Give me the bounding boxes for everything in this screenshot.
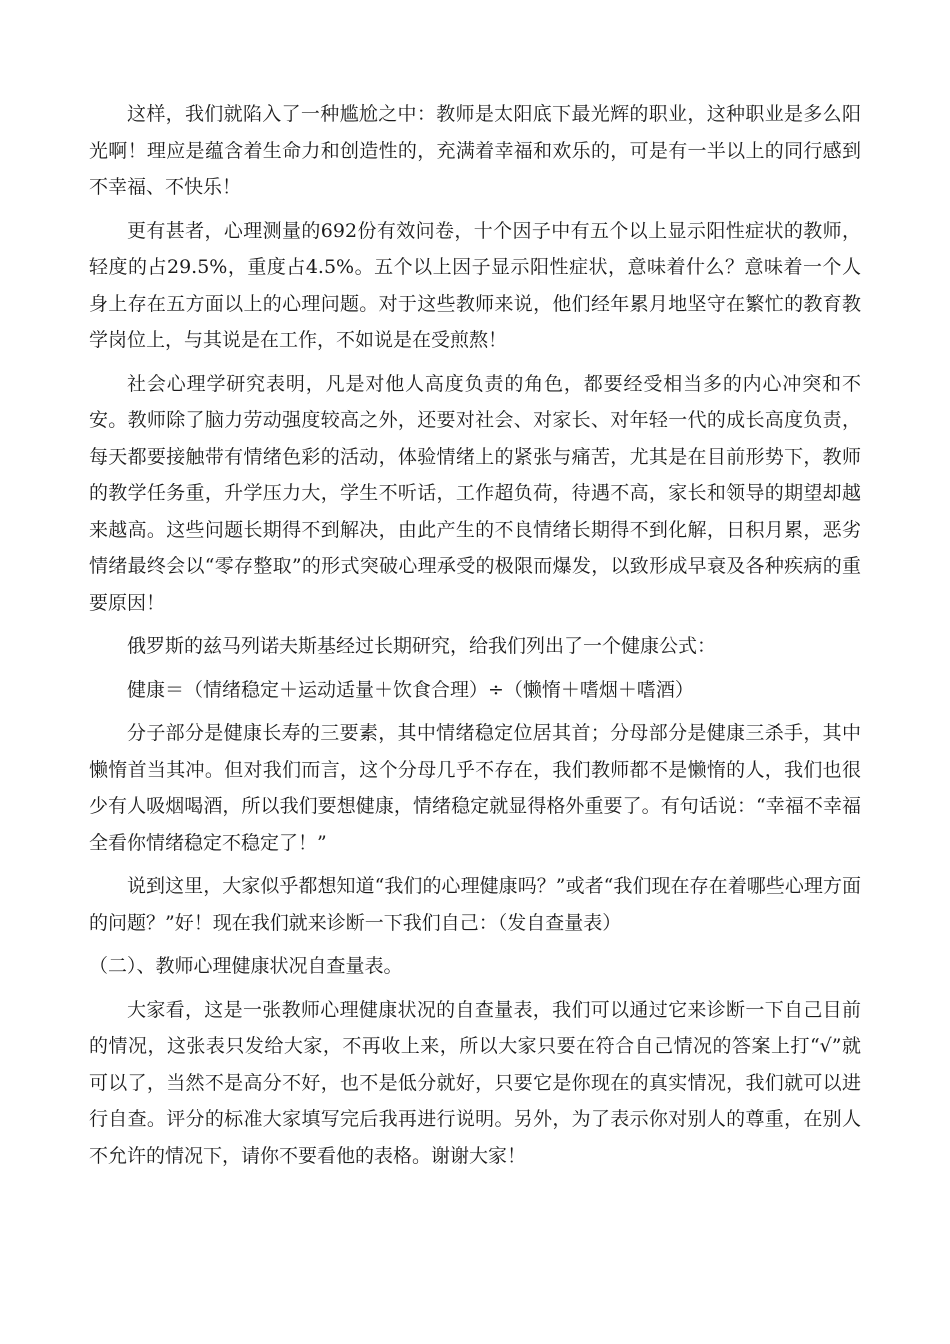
section-heading: （二）、教师心理健康状况自查量表。 (89, 955, 403, 977)
paragraph-dilemma: 这样，我们就陷入了一种尴尬之中：教师是太阳底下最光辉的职业，这种职业是多么阳光啊！理应是蕴含着生命力和创造性的，充满着幸福和欢乐的，可是有一半以上的同行感到不幸福、不快乐！ (89, 103, 861, 198)
paragraph-formula-explanation: 分子部分是健康长寿的三要素，其中情绪稳定位居其首；分母部分是健康三杀手，其中懒惰首当其冲。但对我们而言，这个分母几乎不存在，我们教师都不是懒惰的人，我们也很少有人吸烟喝酒，所以我们要想健康，情绪稳定就显得格外重要了。有句话说：“幸福不幸福全看你情绪稳定不稳定了！” (89, 722, 861, 854)
paragraph-survey-results: 更有甚者，心理测量的692份有效问卷，十个因子中有五个以上显示阳性症状的教师，轻度的占29.5%，重度占4.5%。五个以上因子显示阳性症状，意味着什么？意味着一个人身上存在五方面以上的心理问题。对于这些教师来说，他们经年累月地坚守在繁忙的教育教学岗位上，与其说是在工作，不如说是在受煎熬！ (89, 219, 861, 351)
paragraph-self-diagnosis: 说到这里，大家似乎都想知道“我们的心理健康吗？”或者“我们现在存在着哪些心理方面的问题？”好！现在我们就来诊断一下我们自己：（发自查量表） (89, 875, 861, 934)
paragraph-questionnaire-instructions: 大家看，这是一张教师心理健康状况的自查量表，我们可以通过它来诊断一下自己目前的情况，这张表只发给大家，不再收上来，所以大家只要在符合自己情况的答案上打“√”就可以了，当然不是高分不好，也不是低分就好，只要它是你现在的真实情况，我们就可以进行自查。评分的标准大家填写完后我再进行说明。另外，为了表示你对别人的尊重，在别人不允许的情况下，请你不要看他的表格。谢谢大家！ (89, 998, 861, 1167)
paragraph-social-psychology: 社会心理学研究表明，凡是对他人高度负责的角色，都要经受相当多的内心冲突和不安。教师除了脑力劳动强度较高之外，还要对社会、对家长、对年轻一代的成长高度负责，每天都要接触带有情绪色彩的活动，体验情绪上的紧张与痛苦，尤其是在目前形势下，教师的教学任务重，升学压力大，学生不听话，工作超负荷，待遇不高，家长和领导的期望却越来越高。这些问题长期得不到解决，由此产生的不良情绪长期得不到化解，日积月累，恶劣情绪最终会以“零存整取”的形式突破心理承受的极限而爆发，以致形成早衰及各种疾病的重要原因！ (89, 372, 861, 614)
document-body (89, 96, 861, 1181)
health-formula: 健康＝（情绪稳定＋运动适量＋饮食合理）÷（懒惰＋嗜烟＋嗜酒） (127, 678, 694, 701)
paragraph-formula-intro: 俄罗斯的兹马列诺夫斯基经过长期研究，给我们列出了一个健康公式： (127, 635, 717, 657)
